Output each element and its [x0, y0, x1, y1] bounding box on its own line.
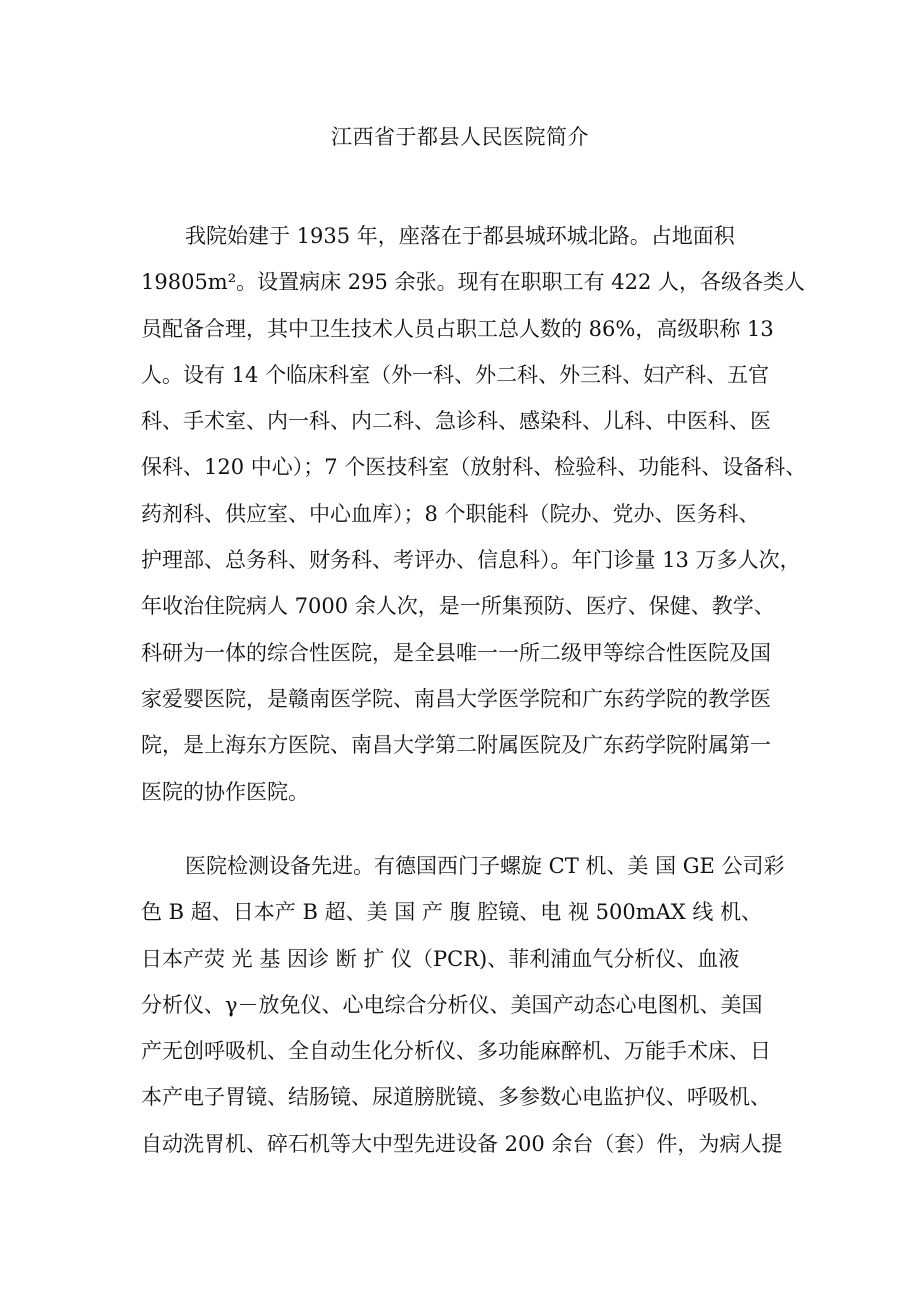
text-line: 科、手术室、内一科、内二科、急诊科、感染科、儿科、中医科、医 [141, 409, 771, 434]
text-line: 19805m²。设置病床 295 余张。现有在职职工有 422 人，各级各类人 [141, 270, 805, 295]
paragraph-equipment [0, 843, 920, 1167]
text-line: 员配备合理，其中卫生技术人员占职工总人数的 86%，高级职称 13 [141, 316, 774, 341]
text-line: 护理部、总务科、财务科、考评办、信息科）。年门诊量 13 万多人次， [141, 548, 801, 573]
document-title: 江西省于都县人民医院简介 [331, 125, 589, 149]
text-line: 医院的协作医院。 [141, 779, 309, 804]
text-line: 科研为一体的综合性医院，是全县唯一一所二级甲等综合性医院及国 [141, 640, 771, 665]
text-line: 医院检测设备先进。有德国西门子螺旋 CT 机、美 国 GE 公司彩 [185, 854, 785, 878]
text-line: 色 B 超、日本产 B 超、美 国 产 腹 腔镜、电 视 500mAX 线 机、 [141, 900, 763, 925]
text-line: 本产电子胃镜、结肠镜、尿道膀胱镜、多参数心电监护仪、呼吸机、 [141, 1085, 771, 1110]
paragraph-hospital-overview [0, 213, 920, 815]
text-line: 年收治住院病人 7000 余人次，是一所集预防、医疗、保健、教学、 [141, 594, 775, 619]
text-line: 我院始建于 1935 年，座落在于都县城环城北路。占地面积 [185, 224, 735, 248]
text-line: 日本产荧 光 基 因诊 断 扩 仪（PCR)、菲利浦血气分析仪、血液 [141, 946, 740, 971]
text-line: 自动洗胃机、碎石机等大中型先进设备 200 余台（套）件，为病人提 [141, 1131, 783, 1156]
text-line: 产无创呼吸机、全自动生化分析仪、多功能麻醉机、万能手术床、日 [141, 1039, 771, 1064]
text-line: 家爱婴医院，是赣南医学院、南昌大学医学院和广东药学院的教学医 [141, 686, 771, 711]
text-line: 分析仪、γ－放免仪、心电综合分析仪、美国产动态心电图机、美国 [141, 992, 763, 1017]
text-line: 保科、120 中心）；7 个医技科室（放射科、检验科、功能科、设备科、 [141, 455, 807, 480]
text-line: 药剂科、供应室、中心血库）；8 个职能科（院办、党办、医务科、 [141, 501, 760, 526]
text-line: 人。设有 14 个临床科室（外一科、外二科、外三科、妇产科、五官 [141, 362, 770, 387]
text-line: 院，是上海东方医院、南昌大学第二附属医院及广东药学院附属第一 [141, 733, 771, 758]
